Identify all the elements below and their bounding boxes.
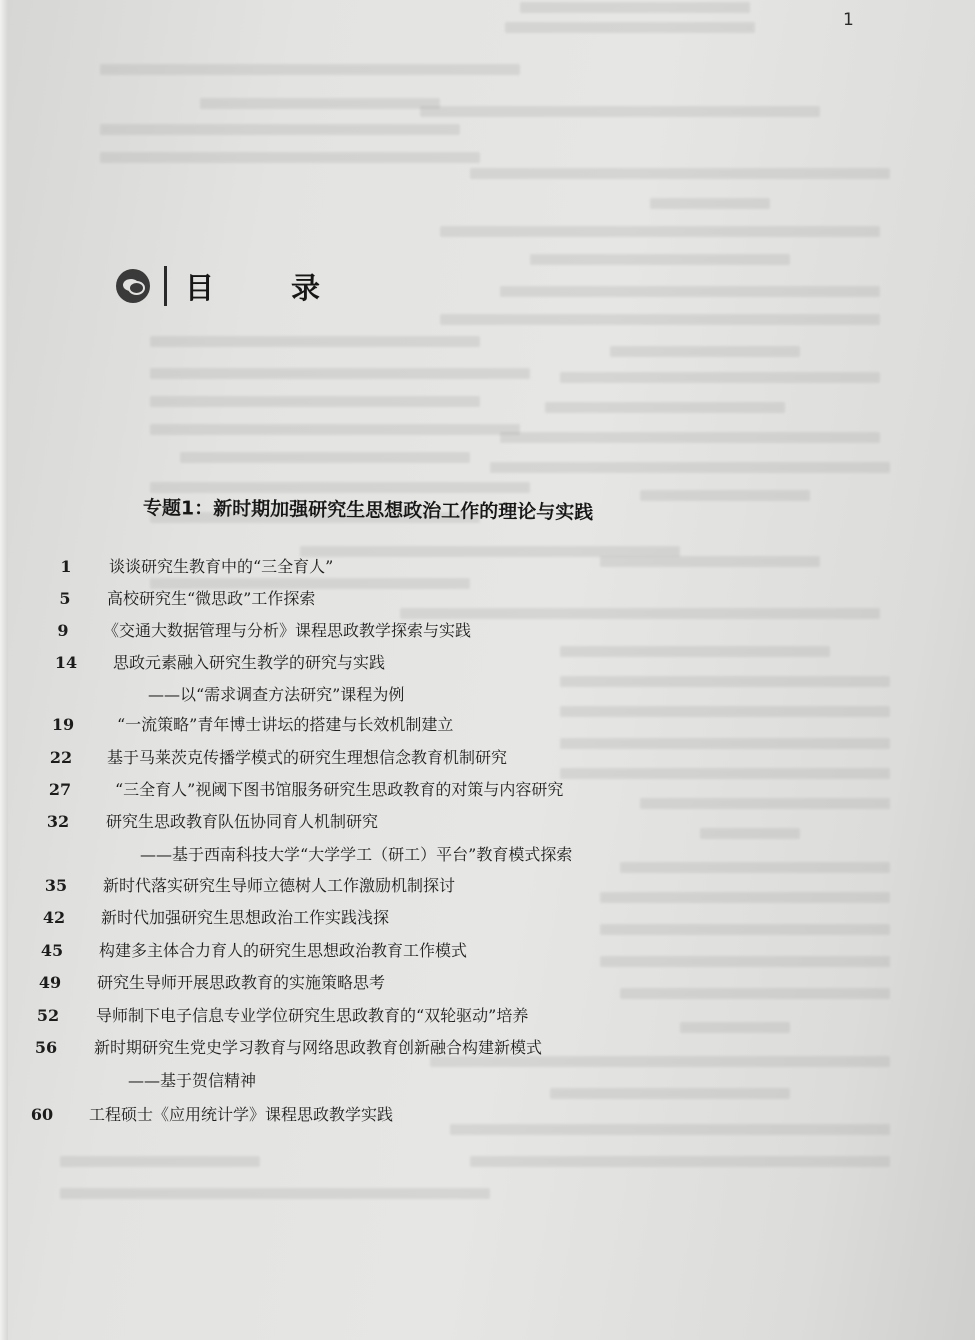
toc-page-number: 42	[42, 908, 66, 927]
toc-entry-title: 研究生导师开展思政教育的实施策略思考	[97, 973, 386, 992]
toc-entry-title: 思政元素融入研究生教学的研究与实践	[113, 653, 386, 672]
toc-page-number: 19	[51, 715, 75, 734]
toc-page-number: 22	[49, 748, 73, 767]
toc-page-number: 56	[34, 1038, 58, 1057]
toc-page-number: 5	[59, 589, 71, 608]
toc-page-number: 52	[36, 1006, 60, 1025]
toc-entry-title: 工程硕士《应用统计学》课程思政教学实践	[89, 1105, 394, 1124]
toc-page-number: 35	[44, 876, 68, 895]
toc-entry-title: 构建多主体合力育人的研究生思想政治教育工作模式	[99, 941, 468, 960]
toc-page-number: 49	[38, 973, 62, 992]
toc-entry-title: 导师制下电子信息专业学位研究生思政教育的“双轮驱动”培养	[96, 1006, 529, 1025]
section-title: 专题1：新时期加强研究生思想政治工作的理论与实践	[142, 497, 594, 524]
toc-page-number: 27	[48, 780, 72, 799]
toc-entry-title: 新时代加强研究生思想政治工作实践浅探	[101, 908, 390, 927]
toc-entry-subtitle: ——以“需求调查方法研究”课程为例	[148, 685, 405, 704]
toc-entry-subtitle: ——基于西南科技大学“大学学工（研工）平台”教育模式探索	[140, 845, 573, 864]
toc-entry-title: 基于马莱茨克传播学模式的研究生理想信念教育机制研究	[107, 748, 508, 767]
toc-entry-title: 研究生思政教育队伍协同育人机制研究	[106, 812, 379, 831]
toc-page-number: 60	[30, 1105, 54, 1124]
toc-entry-title: “一流策略”青年博士讲坛的搭建与长效机制建立	[117, 715, 454, 734]
toc-entry-title: 新时代落实研究生导师立德树人工作激励机制探讨	[103, 876, 456, 895]
toc-entry-title: 新时期研究生党史学习教育与网络思政教育创新融合构建新模式	[94, 1038, 543, 1057]
toc-entry-title: 高校研究生“微思政”工作探索	[107, 589, 316, 608]
toc-entry-title: 谈谈研究生教育中的“三全育人”	[109, 557, 334, 576]
toc-page-number: 32	[46, 812, 70, 831]
toc-entry-subtitle: ——基于贺信精神	[128, 1071, 257, 1090]
toc-entry-title: “三全育人”视阈下图书馆服务研究生思政教育的对策与内容研究	[115, 780, 564, 799]
page-number: 1	[843, 10, 854, 30]
toc-entry-title: 《交通大数据管理与分析》课程思政教学探索与实践	[103, 621, 472, 640]
toc-page-number: 9	[57, 621, 69, 640]
toc-heading: 目 录	[185, 270, 345, 305]
toc-page-number: 14	[54, 653, 78, 672]
toc-page-number: 1	[60, 557, 72, 576]
toc-page-number: 45	[40, 941, 64, 960]
